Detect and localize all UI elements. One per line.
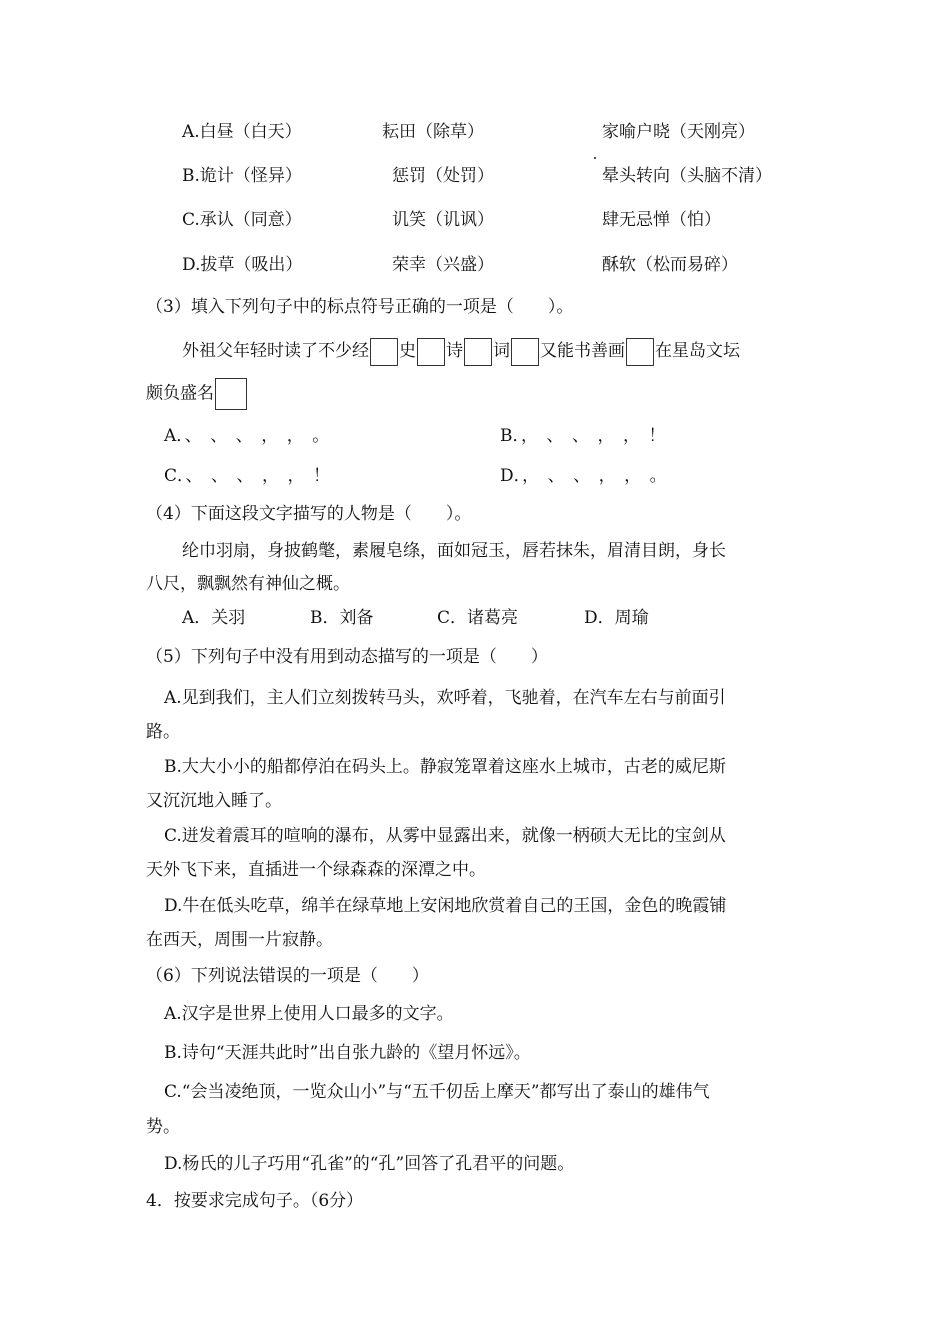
q5-option-a-line2: 路。 bbox=[146, 722, 180, 742]
q3-part-1: 外祖父年轻时读了不少经 bbox=[182, 341, 369, 361]
q2-option-c-col3: 肆无忌惮（怕） bbox=[602, 210, 721, 230]
q2-option-d-col3: 酥软（松而易碎） bbox=[602, 255, 738, 275]
q4-option-c: C．诸葛亮 bbox=[437, 608, 519, 628]
q2-option-c-col2: 讥笑（讥讽） bbox=[392, 210, 494, 230]
q3-part-5: 又能书善画 bbox=[540, 341, 625, 361]
q3-option-a: A．、 、 、 ， ， 。 bbox=[164, 426, 330, 446]
q5-option-a-line1: A.见到我们，主人们立刻拨转马头，欢呼着，飞驰着，在汽车左右与前面引 bbox=[164, 688, 726, 708]
blank-box-6[interactable] bbox=[215, 378, 247, 410]
q3-option-b: B．， 、 、 ， ， ！ bbox=[500, 426, 666, 446]
q6-option-c-line1: C.“会当凌绝顶，一览众山小”与“五千仞岳上摩天”都写出了泰山的雄伟气 bbox=[164, 1082, 710, 1102]
q3-option-d: D．， 、 、 ， ， 。 bbox=[500, 466, 667, 486]
q2-option-d-col1: D.拔草（吸出） bbox=[182, 255, 303, 275]
q3-option-c: C．、 、 、 ， ， ！ bbox=[164, 466, 331, 486]
q6-option-b: B.诗句“天涯共此时”出自张九龄的《望月怀远》。 bbox=[164, 1043, 531, 1063]
q3-part-3: 诗 bbox=[446, 341, 463, 361]
q3-part-2: 史 bbox=[399, 341, 416, 361]
q2-option-c-col1: C.承认（同意） bbox=[182, 210, 302, 230]
q5-option-c-line2: 天外飞下来，直插进一个绿森森的深潭之中。 bbox=[146, 860, 486, 880]
q5-stem: （5）下列句子中没有用到动态描写的一项是（ ） bbox=[146, 647, 548, 667]
q6-option-d: D.杨氏的儿子巧用“孔雀”的“孔”回答了孔君平的问题。 bbox=[164, 1154, 575, 1174]
q5-option-b-line1: B.大大小小的船都停泊在码头上。静寂笼罩着这座水上城市，古老的威尼斯 bbox=[164, 757, 726, 777]
q4-stem: （4）下面这段文字描写的人物是（ ）。 bbox=[146, 504, 472, 524]
q4-option-b: B．刘备 bbox=[310, 608, 374, 628]
q3-sentence-line2 bbox=[146, 378, 248, 410]
question-4-heading: 4．按要求完成句子。（6分） bbox=[146, 1191, 364, 1211]
q3-sentence-line1 bbox=[182, 336, 740, 366]
q5-option-c-line1: C.迸发着震耳的喧响的瀑布，从雾中显露出来，就像一柄硕大无比的宝剑从 bbox=[164, 826, 726, 846]
q3-stem: （3）填入下列句子中的标点符号正确的一项是（ ）。 bbox=[146, 297, 574, 317]
q4-passage-line1: 纶巾羽扇，身披鹤氅，素履皂绦，面如冠玉，唇若抹朱，眉清目朗，身长 bbox=[182, 541, 726, 561]
q3-part-6: 在星岛文坛 bbox=[655, 341, 740, 361]
blank-box-5[interactable] bbox=[626, 338, 654, 366]
blank-box-2[interactable] bbox=[417, 338, 445, 366]
q2-option-a-col1: A.白昼（白天） bbox=[182, 122, 302, 142]
q4-passage-line2: 八尺，飘飘然有神仙之概。 bbox=[146, 574, 350, 594]
q5-option-b-line2: 又沉沉地入睡了。 bbox=[146, 791, 282, 811]
q6-option-c-line2: 势。 bbox=[146, 1117, 180, 1137]
q3-line2-text: 颇负盛名 bbox=[146, 383, 214, 404]
blank-box-4[interactable] bbox=[511, 338, 539, 366]
blank-box-3[interactable] bbox=[464, 338, 492, 366]
q5-option-d-line2: 在西天，周围一片寂静。 bbox=[146, 930, 333, 950]
q5-option-d-line1: D.牛在低头吃草，绵羊在绿草地上安闲地欣赏着自己的王国，金色的晚霞铺 bbox=[164, 896, 727, 916]
q2-option-a-col3: 家喻户晓（天刚亮） bbox=[602, 122, 755, 142]
q2-option-b-col1: B.诡计（怪异） bbox=[182, 166, 302, 186]
q6-stem: （6）下列说法错误的一项是（ ） bbox=[146, 966, 429, 986]
q4-option-a: A．关羽 bbox=[182, 608, 246, 628]
q6-option-a: A.汉字是世界上使用人口最多的文字。 bbox=[164, 1004, 454, 1024]
q2-option-a-col2: 耘田（除草） bbox=[382, 122, 484, 142]
q2-option-d-col2: 荣幸（兴盛） bbox=[392, 255, 494, 275]
emphasis-dot bbox=[594, 157, 596, 159]
q2-option-b-col3: 晕头转向（头脑不清） bbox=[602, 166, 772, 186]
q3-part-4: 词 bbox=[493, 341, 510, 361]
blank-box-1[interactable] bbox=[370, 338, 398, 366]
q2-option-b-col2: 惩罚（处罚） bbox=[392, 166, 494, 186]
q4-option-d: D．周瑜 bbox=[584, 608, 649, 628]
